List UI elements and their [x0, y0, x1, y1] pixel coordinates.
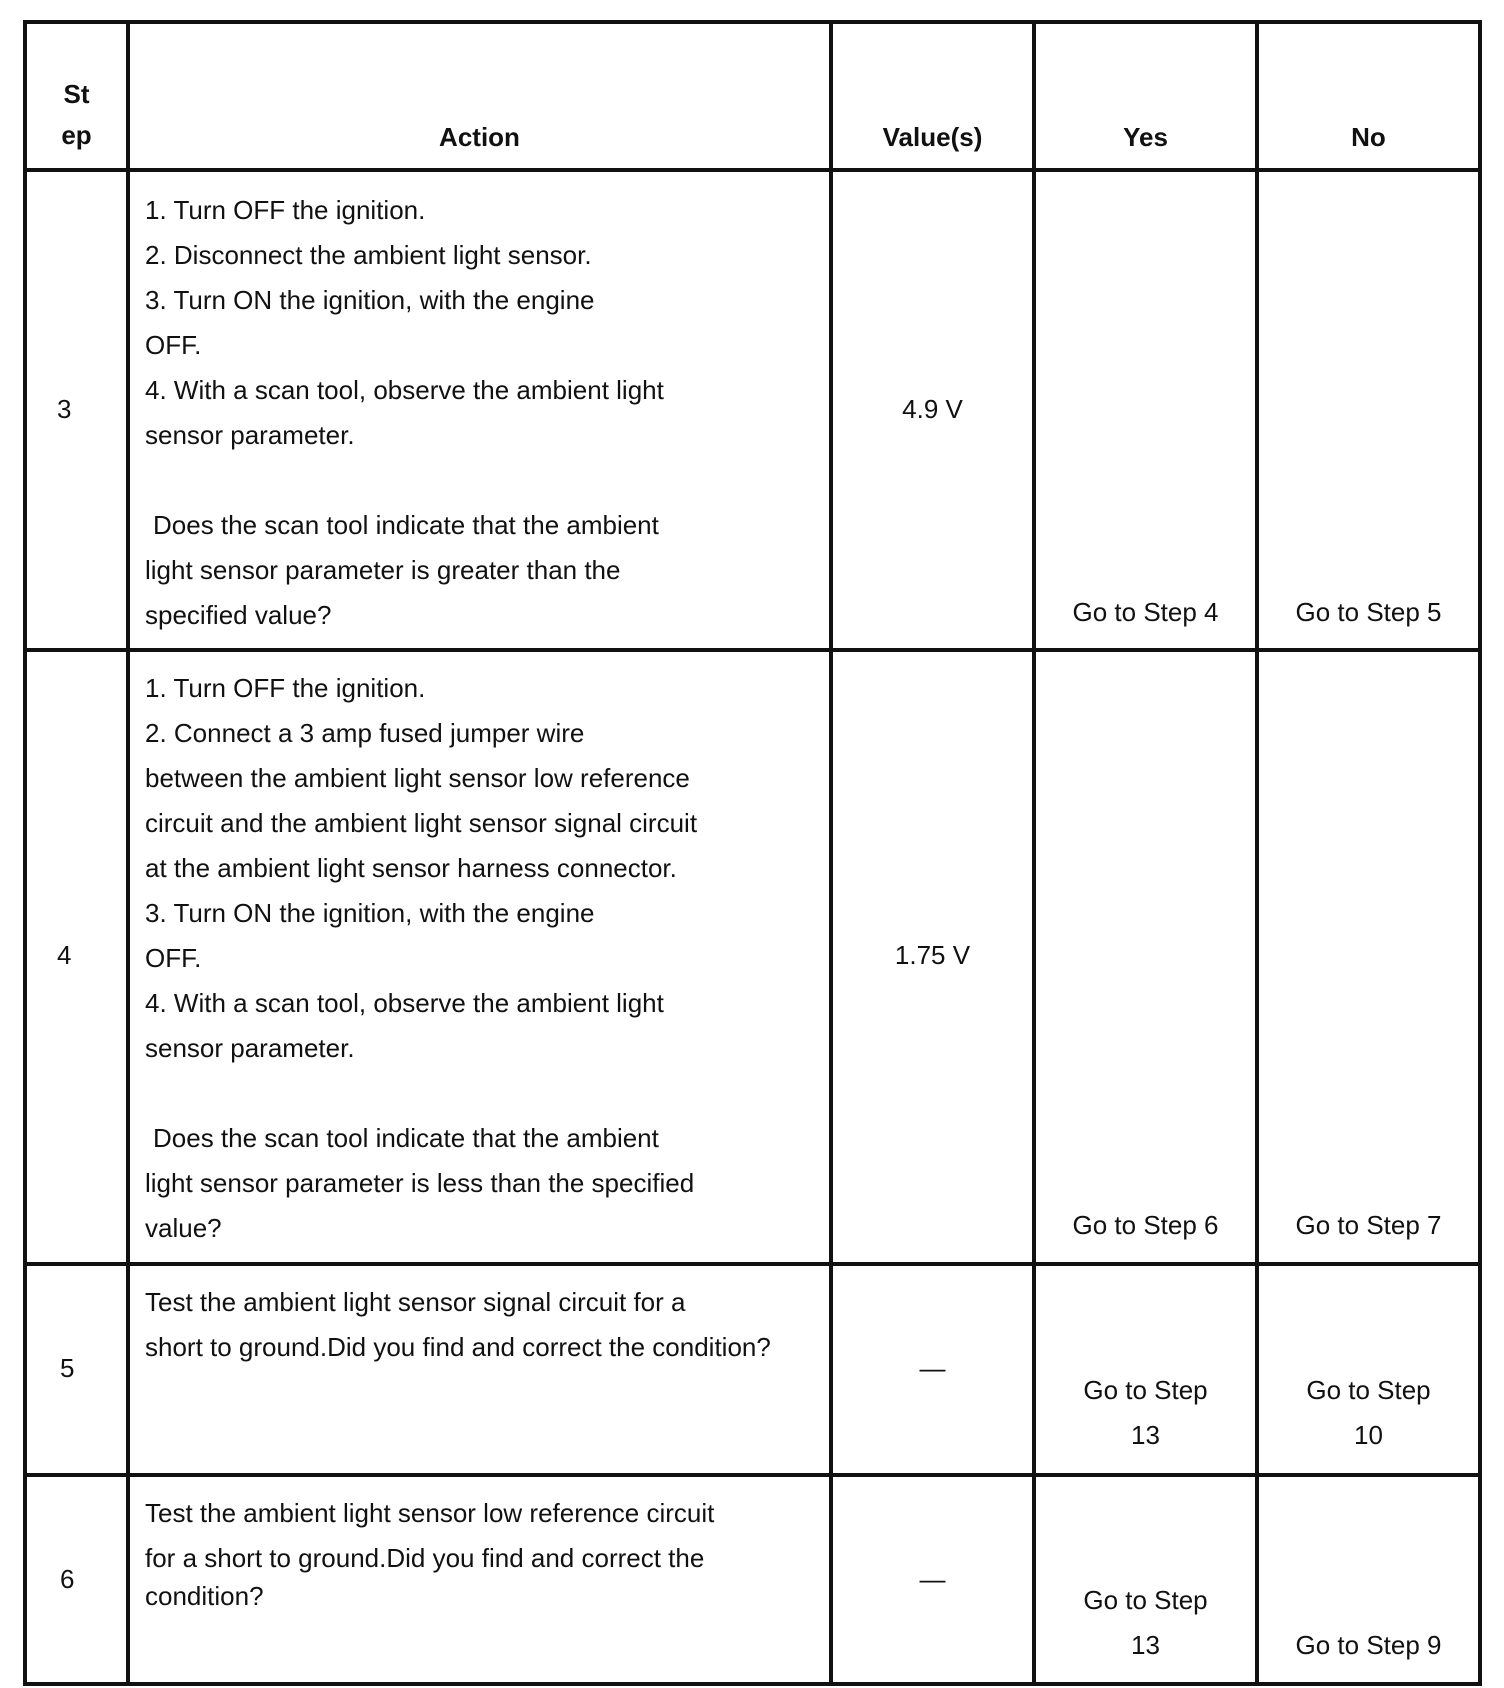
row-divider [23, 1262, 1482, 1266]
row-step-4-yes: Go to Step 6 [1072, 1210, 1219, 1240]
table-border-left [23, 20, 27, 1685]
row-step-6-action [145, 1491, 714, 1611]
header-action: Action [439, 122, 520, 152]
action-line: OFF. [145, 330, 202, 360]
column-divider [126, 20, 130, 1685]
action-line: 2. Disconnect the ambient light sensor. [145, 240, 592, 270]
row-step-5-number: 5 [60, 1353, 75, 1383]
action-line: between the ambient light sensor low reference [145, 763, 690, 793]
row-divider [23, 1473, 1482, 1477]
header-yes: Yes [1123, 122, 1168, 152]
action-line: Test the ambient light sensor low reference circuit [145, 1498, 715, 1528]
action-line: for a short to ground.Did you find and correct the [145, 1543, 705, 1573]
action-line: Test the ambient light sensor signal circuit for a [145, 1287, 686, 1317]
action-line: 4. With a scan tool, observe the ambient light [145, 375, 664, 405]
header-step-line2: ep [61, 120, 92, 150]
header-values: Value(s) [882, 122, 983, 152]
action-line: sensor parameter. [145, 420, 355, 450]
action-line: Does the scan tool indicate that the ambient [153, 510, 659, 540]
row-step-5-no [1259, 1368, 1478, 1458]
action-line: light sensor parameter is less than the specified [145, 1168, 695, 1198]
action-line: 3. Turn ON the ignition, with the engine [145, 898, 595, 928]
row-step-6-value: — [919, 1564, 946, 1594]
yes-line: Go to Step [1083, 1585, 1208, 1615]
row-step-3-yes: Go to Step 4 [1072, 597, 1219, 627]
table-border-right [1478, 20, 1482, 1685]
action-line: short to ground.Did you find and correct the condition? [145, 1332, 771, 1362]
no-line: 10 [1354, 1420, 1383, 1450]
row-step-4-number: 4 [57, 940, 72, 970]
row-step-4-value: 1.75 V [894, 940, 971, 970]
row-step-3-action [145, 188, 664, 638]
row-step-6-yes [1036, 1578, 1255, 1668]
row-step-3-no: Go to Step 5 [1295, 597, 1442, 627]
row-step-4-no: Go to Step 7 [1295, 1210, 1442, 1240]
row-step-3-number: 3 [57, 394, 72, 424]
row-step-3-value: 4.9 V [902, 394, 963, 424]
action-line: 4. With a scan tool, observe the ambient light [145, 988, 664, 1018]
row-step-5-value: — [919, 1353, 946, 1383]
column-divider [829, 20, 833, 1685]
action-line: light sensor parameter is greater than the [145, 555, 621, 585]
row-divider [23, 168, 1482, 172]
action-line: OFF. [145, 943, 202, 973]
action-line: specified value? [145, 600, 332, 630]
row-step-6-no: Go to Step 9 [1295, 1630, 1442, 1660]
row-divider [23, 648, 1482, 652]
header-step [27, 74, 126, 156]
action-line: circuit and the ambient light sensor signal circuit [145, 808, 698, 838]
row-step-5-yes [1036, 1368, 1255, 1458]
action-line: value? [145, 1213, 222, 1243]
row-step-5-action [145, 1280, 771, 1370]
row-step-4-action [145, 666, 697, 1251]
header-step-line1: St [63, 79, 90, 109]
action-line: condition? [145, 1581, 264, 1611]
action-line: at the ambient light sensor harness connector. [145, 853, 677, 883]
yes-line: Go to Step [1083, 1375, 1208, 1405]
no-line: Go to Step [1306, 1375, 1431, 1405]
row-step-6-number: 6 [60, 1564, 75, 1594]
action-line: sensor parameter. [145, 1033, 355, 1063]
header-no: No [1351, 122, 1386, 152]
action-line: Does the scan tool indicate that the ambient [153, 1123, 659, 1153]
action-line: 3. Turn ON the ignition, with the engine [145, 285, 595, 315]
yes-line: 13 [1131, 1420, 1160, 1450]
yes-line: 13 [1131, 1630, 1160, 1660]
action-line: 1. Turn OFF the ignition. [145, 195, 426, 225]
action-line: 2. Connect a 3 amp fused jumper wire [145, 718, 585, 748]
table-border-bottom [23, 1682, 1482, 1686]
action-line: 1. Turn OFF the ignition. [145, 673, 426, 703]
table-border-top [23, 20, 1482, 24]
